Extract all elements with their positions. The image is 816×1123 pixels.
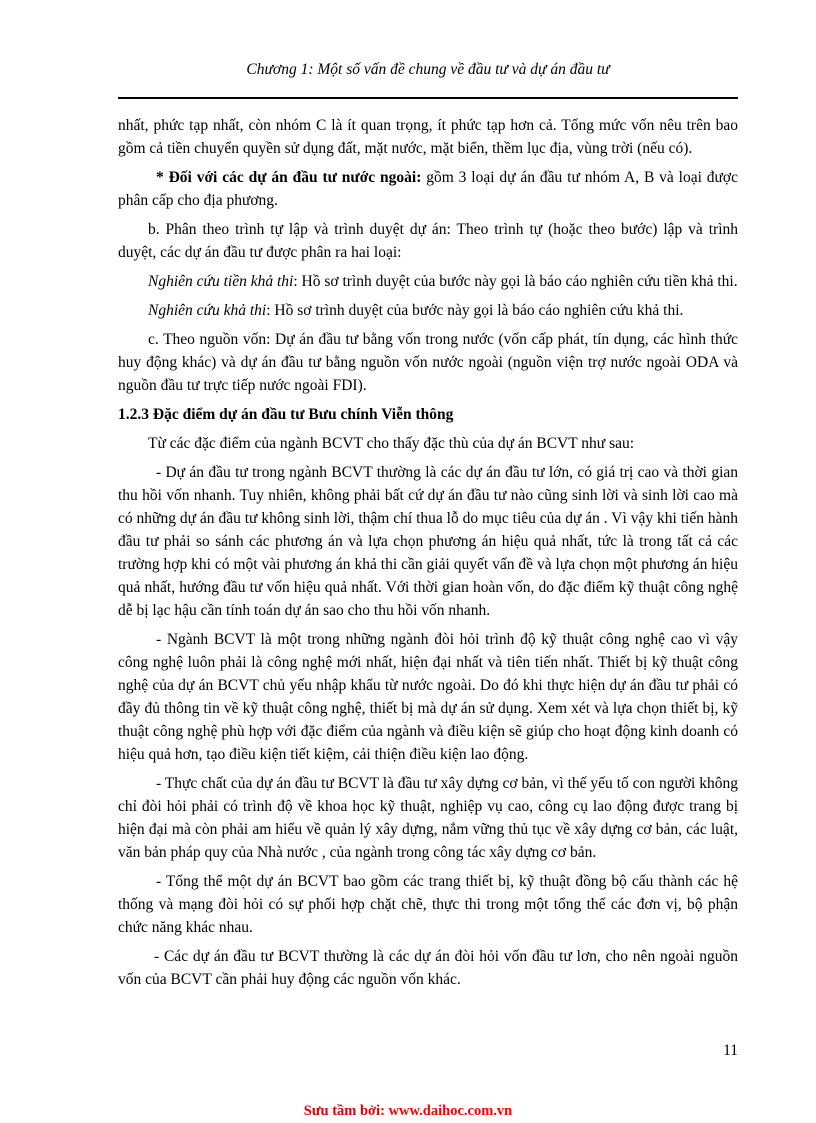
paragraph-9: - Ngành BCVT là một trong những ngành đòi hỏi trình độ kỹ thuật công nghệ cao vì vậy công nghệ luôn phải là công nghệ mới nhất, hiện đại nhất và tiên tiến nhất. Thiết bị kỹ thuật công nghệ của dự án BCVT chủ yếu nhập khẩu từ nước ngoài. Do đó khi thực hiện dự án đầu tư phải có đầy đủ thông tin về kỹ thuật công nghệ, thiết bị mà dự án sử dụng. Xem xét và lựa chọn thiết bị, kỹ thuật công nghệ phù hợp với đặc điểm của ngành và điều kiện sẽ giúp cho hoạt động kinh doanh có hiệu quả hơn, tạo điều kiện tiết kiệm, cải thiện điều kiện lao động. bbox=[118, 631, 738, 763]
paragraph-3: b. Phân theo trình tự lập và trình duyệt dự án: Theo trình tự (hoặc theo bước) lập và trình duyệt, các dự án đầu tư được phân ra hai loại: bbox=[118, 221, 738, 261]
paragraph-5-text: : Hồ sơ trình duyệt của bước này gọi là báo cáo nghiên cứu khả thi. bbox=[266, 302, 684, 319]
paragraph-4 bbox=[118, 270, 738, 293]
paragraph-12: - Các dự án đầu tư BCVT thường là các dự án đòi hỏi vốn đầu tư lơn, cho nên ngoài nguồn vốn của BCVT cần phải huy động các nguồn vốn khác. bbox=[118, 948, 738, 988]
paragraph-10: - Thực chất của dự án đầu tư BCVT là đầu tư xây dựng cơ bản, vì thế yếu tố con người không chỉ đòi hỏi phải có trình độ về khoa học kỹ thuật, nghiệp vụ cao, công cụ lao động được trang bị hiện đại mà còn phải am hiểu về quản lý xây dựng, nắm vững thủ tục về xây dựng cơ bản, các luật, văn bản pháp quy của Nhà nước , của ngành trong công tác xây dựng cơ bản. bbox=[118, 775, 738, 861]
chapter-header: Chương 1: Một số vấn đề chung về đầu tư và dự án đầu tư bbox=[246, 61, 610, 78]
header-rule bbox=[118, 97, 738, 99]
paragraph-1: nhất, phức tạp nhất, còn nhóm C là ít quan trọng, ít phức tạp hơn cả. Tổng mức vốn nêu trên bao gồm cả tiền chuyển quyền sử dụng đất, mặt nước, mặt biển, thềm lục địa, vùng trời (nếu có). bbox=[118, 117, 738, 157]
document-body bbox=[118, 114, 738, 997]
paragraph-5 bbox=[118, 299, 738, 322]
paragraph-6 bbox=[118, 328, 738, 397]
page-number: 11 bbox=[723, 1042, 738, 1059]
paragraph-7: Từ các đặc điểm của ngành BCVT cho thấy đặc thù của dự án BCVT như sau: bbox=[148, 435, 635, 452]
footer-label: Sưu tầm bởi: bbox=[303, 1103, 389, 1119]
paragraph-11: - Tổng thể một dự án BCVT bao gồm các trang thiết bị, kỹ thuật đồng bộ cấu thành các hệ thống và mạng đòi hỏi có sự phối hợp chặt chẽ, thực thi trong một tổng thể các đơn vị, bộ phận chức năng khác nhau. bbox=[118, 873, 738, 936]
paragraph-2-bold: * Đối với các dự án đầu tư nước ngoài: bbox=[156, 169, 422, 186]
paragraph-5-italic: Nghiên cứu khả thi bbox=[148, 302, 267, 319]
footer-link[interactable]: www.daihoc.com.vn bbox=[388, 1103, 513, 1119]
paragraph-2 bbox=[118, 166, 738, 212]
paragraph-2-text: gồm 3 loại dự án đầu tư nhóm A, B và loại được phân cấp cho địa phương. bbox=[118, 169, 738, 209]
paragraph-6-text: : Dự án đầu tư bằng vốn trong nước (vốn cấp phát, tín dụng, các hình thức huy động khác) và dự án đầu tư bằng nguồn vốn nước ngoài (nguồn viện trợ nước ngoài ODA và nguồn đầu tư trực tiếp nước ngoài FDI). bbox=[118, 331, 738, 394]
paragraph-8: - Dự án đầu tư trong ngành BCVT thường là các dự án đầu tư lớn, có giá trị cao và thời gian thu hồi vốn nhanh. Tuy nhiên, không phải bất cứ dự án đầu tư nào cũng sinh lời và sinh lời cao mà có những dự án đầu tư không sinh lời, thậm chí thua lỗ do mục tiêu của dự án . Vì vậy khi tiến hành đầu tư phải so sánh các phương án và lựa chọn phương án hiệu quả nhất, tức là trong tất cả các trường hợp khi có một vài phương án khả thi cần giải quyết vấn đề và lựa chọn một phương án hiệu quả nhất, hướng đầu tư vốn hiệu quả nhất. Với thời gian hoàn vốn, do đặc điểm kỹ thuật công nghệ dễ bị lạc hậu cần tính toán dự án sao cho thu hồi vốn nhanh. bbox=[118, 464, 738, 619]
paragraph-4-italic: Nghiên cứu tiền khả thi bbox=[148, 273, 294, 290]
paragraph-4-text: : Hồ sơ trình duyệt của bước này gọi là báo cáo nghiên cứu tiền khả thi. bbox=[293, 273, 738, 290]
paragraph-6-lead: c. Theo nguồn vốn bbox=[148, 331, 267, 348]
source-footer bbox=[0, 1103, 816, 1120]
section-heading: 1.2.3 Đặc điểm dự án đầu tư Bưu chính Viễn thông bbox=[118, 406, 454, 423]
